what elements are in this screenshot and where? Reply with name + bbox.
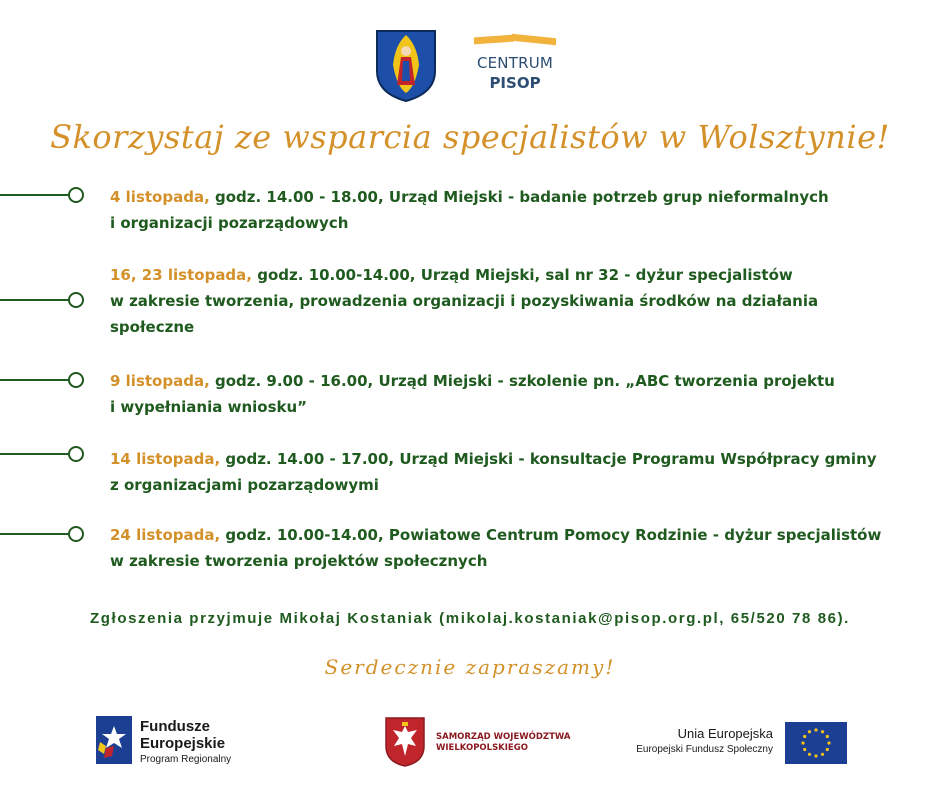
entry-text — [110, 262, 818, 340]
entry-line1: godz. 10.00-14.00, Urząd Miejski, sal nr 32 - dyżur specjalistów — [252, 266, 793, 284]
bottom-logos — [0, 712, 940, 772]
samorzad-wielkopolski-logo — [384, 712, 574, 770]
timeline-line — [0, 379, 68, 381]
fundusze-europejskie-mark-icon — [96, 716, 132, 764]
entry-text — [110, 522, 881, 574]
ue-logo-line1: Unia Europejska — [677, 726, 773, 741]
fe-logo-line1: Fundusze — [140, 718, 210, 735]
entry-line2: w zakresie tworzenia projektów społecznych — [110, 552, 488, 570]
entry-line2: i wypełniania wniosku” — [110, 398, 308, 416]
entry-line1: godz. 14.00 - 18.00, Urząd Miejski - badanie potrzeb grup nieformalnych — [209, 188, 829, 206]
pisop-logo-line2: PISOP — [489, 74, 541, 92]
pisop-logo-bar — [512, 34, 556, 46]
fundusze-europejskie-logo — [96, 712, 246, 770]
timeline-line — [0, 194, 68, 196]
entry-date: 24 listopada, — [110, 526, 221, 544]
timeline-dot-icon — [68, 372, 84, 388]
swl-logo-line2: WIELKOPOLSKIEGO — [436, 743, 528, 753]
entry-text — [110, 184, 829, 236]
centrum-pisop-logo — [470, 30, 560, 100]
timeline-dot-icon — [68, 292, 84, 308]
fe-logo-line3: Program Regionalny — [140, 754, 232, 765]
entry-date: 9 listopada, — [110, 372, 210, 390]
pisop-logo-line1: CENTRUM — [476, 54, 554, 72]
wielkopolska-eagle-shield-icon — [384, 716, 426, 768]
entry-line2: i organizacji pozarządowych — [110, 214, 349, 232]
ue-logo-line2: Europejski Fundusz Społeczny — [636, 744, 773, 755]
entry-line1: godz. 9.00 - 16.00, Urząd Miejski - szkolenie pn. „ABC tworzenia projektu — [209, 372, 835, 390]
eu-flag-icon — [785, 722, 847, 764]
entry-line1: godz. 10.00-14.00, Powiatowe Centrum Pomocy Rodzinie - dyżur specjalistów — [220, 526, 882, 544]
entry-text — [110, 368, 835, 420]
wolsztyn-crest-logo — [373, 27, 439, 103]
timeline-line — [0, 533, 68, 535]
entry-line2: w zakresie tworzenia, prowadzenia organizacji i pozyskiwania środków na działania — [110, 292, 819, 310]
timeline-line — [0, 299, 68, 301]
timeline-dot-icon — [68, 187, 84, 203]
entry-line3: społeczne — [110, 318, 195, 336]
pisop-logo-bar — [474, 35, 514, 45]
entry-date: 16, 23 listopada, — [110, 266, 252, 284]
entry-date: 4 listopada, — [110, 188, 210, 206]
closing-text: Serdecznie zapraszamy! — [324, 655, 616, 679]
entry-line1: godz. 14.00 - 17.00, Urząd Miejski - konsultacje Programu Współpracy gminy — [220, 450, 877, 468]
fe-logo-line2: Europejskie — [140, 735, 226, 752]
entry-text — [110, 446, 877, 498]
timeline-dot-icon — [68, 446, 84, 462]
contact-info: Zgłoszenia przyjmuje Mikołaj Kostaniak (mikolaj.kostaniak@pisop.org.pl, 65/520 78 86). — [90, 610, 850, 627]
top-logos — [0, 22, 940, 106]
timeline-dot-icon — [68, 526, 84, 542]
entry-date: 14 listopada, — [110, 450, 221, 468]
timeline-line — [0, 453, 68, 455]
page-title: Skorzystaj ze wsparcia specjalistów w Wolsztynie! — [50, 118, 890, 156]
entry-line2: z organizacjami pozarządowymi — [110, 476, 379, 494]
swl-logo-line1: SAMORZĄD WOJEWÓDZTWA — [436, 732, 571, 742]
unia-europejska-logo — [636, 712, 853, 770]
